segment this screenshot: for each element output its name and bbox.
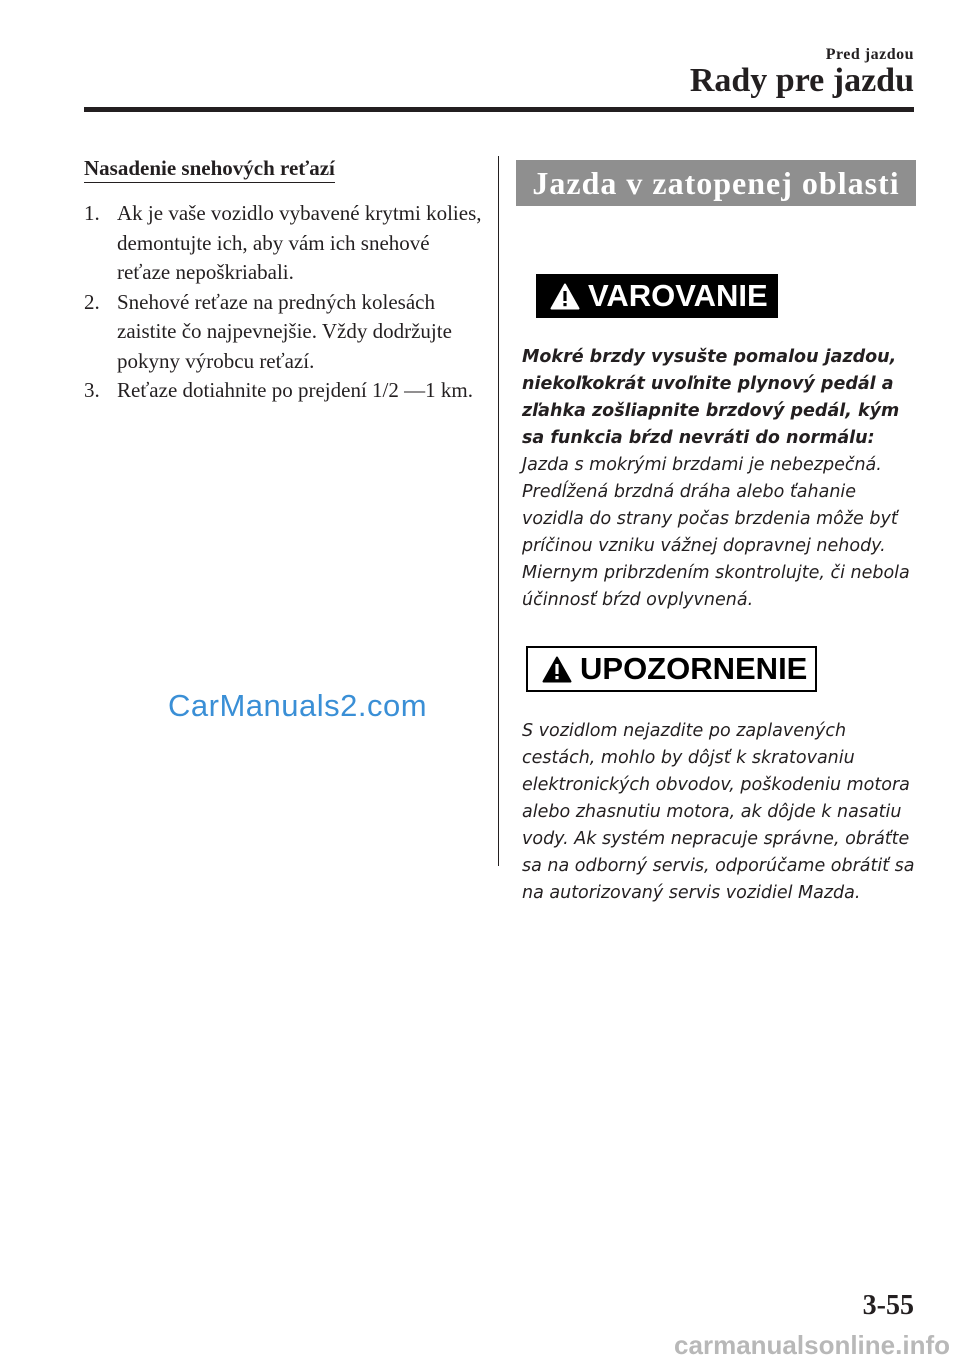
left-column (84, 156, 484, 406)
watermark: CarManuals2.com (168, 688, 428, 723)
list-item (84, 376, 484, 406)
steps-list (84, 199, 484, 406)
step-number: 2. (84, 289, 100, 314)
caution-label-text: UPOZORNENIE (580, 651, 808, 686)
caution-triangle-icon (542, 656, 572, 683)
column-divider (498, 156, 499, 866)
step-number: 1. (84, 201, 100, 225)
section-banner: Jazda v zatopenej oblasti (516, 160, 916, 206)
warning-label-text: VAROVANIE (588, 278, 768, 313)
step-text: Reťaze dotiahnite po prejdení 1/2 —1 km. (117, 378, 473, 402)
list-item (84, 288, 484, 377)
warning-triangle-icon (550, 283, 580, 310)
right-column (516, 160, 916, 907)
step-text: Ak je vaše vozidlo vybavené krytmi kolies, demontujte ich, aby vám ich snehové reťaze nepoškriabali. (117, 201, 482, 284)
caution-text: S vozidlom nejazdite po zaplavených cestách, mohlo by dôjsť k skratovaniu elektronických obvodov, poškodeniu motora alebo zhasnutiu motora, ak dôjde k nasatiu vody. Ak systém nepracuje správne, obráťte sa na odborný servis, odporúčame obrátiť sa na autorizovaný servis vozidiel Mazda. (522, 721, 915, 903)
warning-label (536, 274, 778, 318)
warning-text: Jazda s mokrými brzdami je nebezpečná. Predĺžená brzdná dráha alebo ťahanie vozidla do strany počas brzdenia môže byť príčinou vzniku vážnej dopravnej nehody. Miernym pribrzdením skontrolujte, či nebola účinnosť bŕzd ovplyvnená. (522, 455, 910, 610)
subheading: Nasadenie snehových reťazí (84, 156, 335, 183)
step-number: 3. (84, 378, 100, 402)
footer-watermark: carmanualsonline.info (674, 1330, 950, 1360)
section-label: Pred jazdou (825, 46, 914, 63)
header-rule (84, 107, 914, 112)
step-text: Snehové reťaze na predných kolesách zaistite čo najpevnejšie. Vždy dodržujte pokyny výrobcu reťazí. (117, 289, 452, 373)
page-number: 3-55 (862, 1290, 914, 1321)
list-item (84, 199, 484, 288)
warning-bold-text: Mokré brzdy vysušte pomalou jazdou, niekoľkokrát uvoľnite plynový pedál a zľahka zošliapnite brzdový pedál, kým sa funkcia bŕzd nevráti do normálu: (522, 347, 900, 448)
caution-label (526, 646, 817, 692)
page-title: Rady pre jazdu (689, 62, 914, 99)
